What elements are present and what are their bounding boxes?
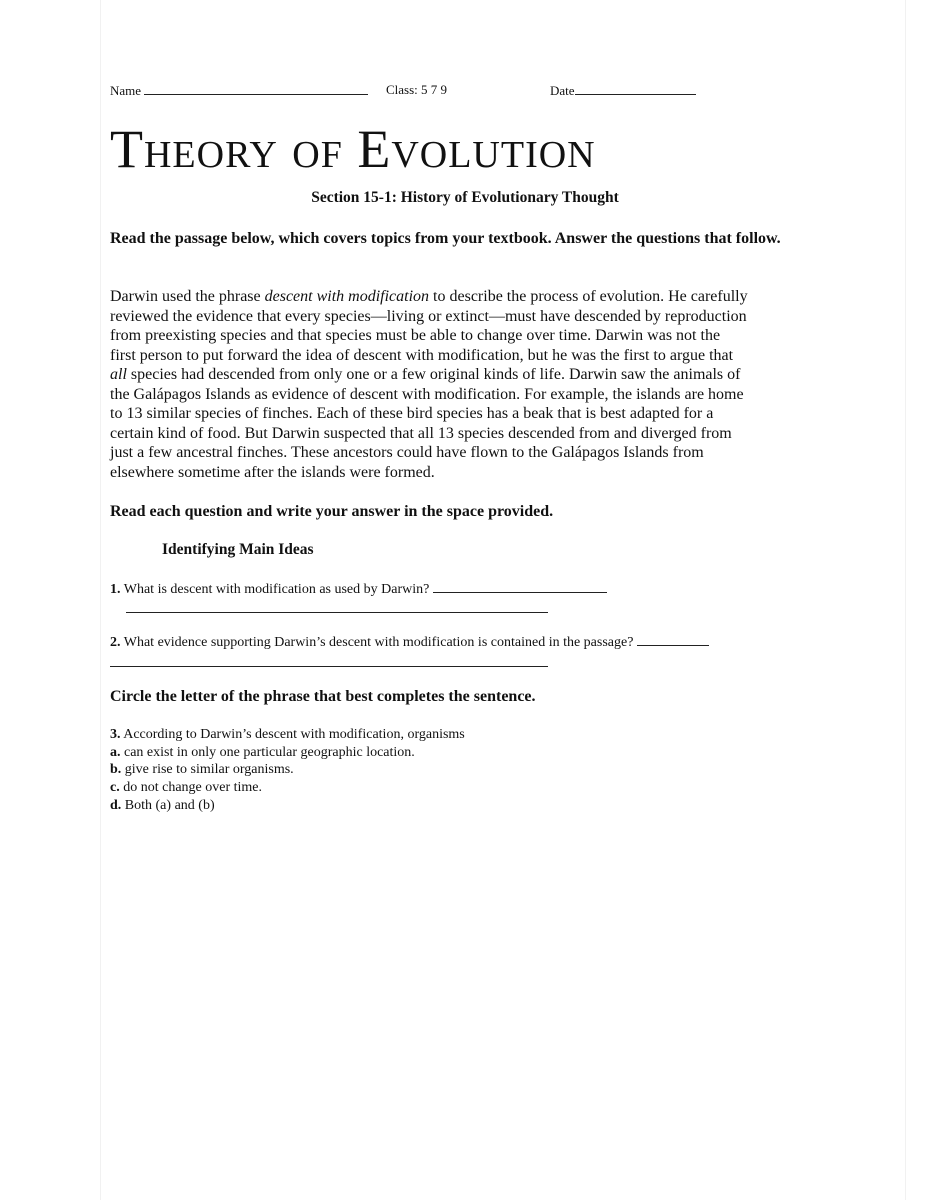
reading-passage bbox=[110, 287, 830, 482]
class-label: Class: 5 7 9 bbox=[386, 82, 448, 97]
answer-line-2[interactable] bbox=[110, 654, 548, 667]
name-blank[interactable] bbox=[144, 82, 368, 95]
section-subtitle: Section 15-1: History of Evolutionary Thought bbox=[311, 189, 619, 206]
page-title: Theory of Evolution bbox=[110, 119, 596, 179]
passage-line: from preexisting species and that species must be able to change over time. Darwin was not the bbox=[110, 327, 721, 344]
date-blank[interactable] bbox=[575, 82, 696, 95]
passage-line: first person to put forward the idea of descent with modification, but he was the first to argue that bbox=[110, 346, 734, 364]
option-letter: b. bbox=[110, 762, 122, 778]
passage-line: reviewed the evidence that every species—living or extinct—must have descended by reproduction bbox=[110, 307, 747, 325]
answer-blank[interactable] bbox=[433, 580, 607, 593]
class-field bbox=[386, 82, 447, 98]
passage-line: Darwin used the phrase descent with modification to describe the process of evolution. He carefully bbox=[110, 288, 748, 305]
date-field[interactable] bbox=[550, 82, 696, 99]
option-a[interactable]: a. can exist in only one particular geographic location. bbox=[110, 744, 415, 760]
option-d[interactable]: d. Both (a) and (b) bbox=[110, 797, 215, 813]
name-label: Name bbox=[110, 83, 142, 98]
option-letter: d. bbox=[110, 797, 122, 813]
date-label: Date bbox=[550, 83, 575, 98]
option-letter: c. bbox=[110, 780, 120, 796]
passage-line: all species had descended from only one or a few original kinds of life. Darwin saw the animals of bbox=[110, 366, 741, 383]
option-b[interactable]: b. give rise to similar organisms. bbox=[110, 762, 294, 778]
answer-line-1[interactable] bbox=[126, 600, 548, 613]
question-number: 2. bbox=[110, 635, 121, 650]
passage-line: elsewhere sometime after the islands were formed. bbox=[110, 463, 435, 481]
question-2 bbox=[110, 633, 709, 652]
option-letter: a. bbox=[110, 744, 121, 760]
question-stem: 3. According to Darwin’s descent with modification, organisms bbox=[110, 727, 465, 742]
passage-line: certain kind of food. But Darwin suspected that all 13 species descended from and diverged from bbox=[110, 424, 732, 442]
section-heading: Identifying Main Ideas bbox=[162, 541, 314, 558]
emphasis-all: all bbox=[110, 366, 127, 383]
name-field[interactable] bbox=[110, 82, 368, 99]
passage-line: to 13 similar species of finches. Each of these bird species has a beak that is best adapted for a bbox=[110, 405, 714, 422]
answer-blank[interactable] bbox=[637, 633, 709, 646]
passage-line: just a few ancestral finches. These ancestors could have flown to the Galápagos Islands from bbox=[110, 444, 704, 461]
reading-instructions: Read the passage below, which covers topics from your textbook. Answer the questions that follow. bbox=[110, 230, 781, 247]
question-text: What is descent with modification as used by Darwin? bbox=[123, 582, 430, 597]
answer-instructions: Read each question and write your answer in the space provided. bbox=[110, 503, 554, 520]
option-c[interactable]: c. do not change over time. bbox=[110, 780, 263, 796]
circle-instructions: Circle the letter of the phrase that best completes the sentence. bbox=[110, 688, 536, 705]
emphasis-descent-with-modification: descent with modification bbox=[264, 288, 430, 305]
passage-line: the Galápagos Islands as evidence of descent with modification. For example, the islands are home bbox=[110, 385, 744, 403]
question-text: What evidence supporting Darwin’s descent with modification is contained in the passage? bbox=[123, 635, 634, 650]
question-number: 1. bbox=[110, 582, 121, 597]
question-1 bbox=[110, 580, 607, 599]
question-3 bbox=[110, 726, 465, 815]
